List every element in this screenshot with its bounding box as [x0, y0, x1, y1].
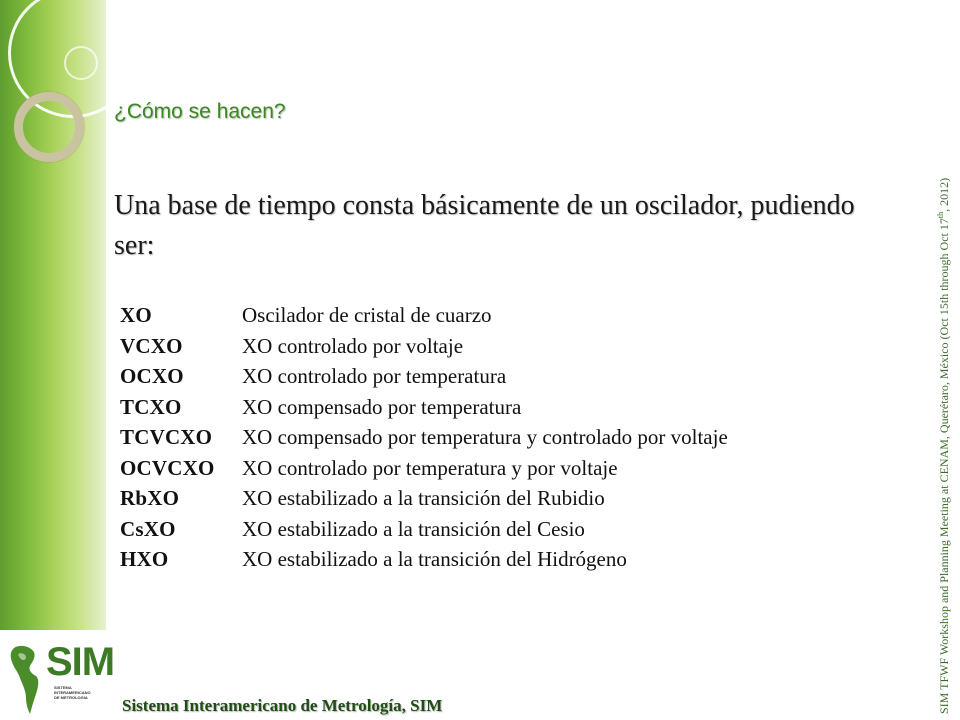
caption-text: SIM TFWF Workshop and Planning Meeting at CENAM, Querétaro, México (Oct 15th through Oct 17 — [937, 218, 951, 714]
sidebar-gradient — [0, 0, 106, 630]
oscillator-description: XO compensado por temperatura — [242, 394, 522, 419]
slide-intro-text: Una base de tiempo consta básicamente de un oscilador, pudiendo ser: — [114, 190, 855, 261]
slide-footer: Sistema Interamericano de Metrología, SIM — [122, 696, 443, 715]
oscillator-description: Oscilador de cristal de cuarzo — [242, 303, 492, 327]
oscillator-code: RbXO — [120, 486, 180, 510]
oscillator-description: XO compensado por temperatura y controlado por voltaje — [242, 425, 728, 449]
sim-logo-subtitle — [54, 685, 104, 700]
oscillator-code: TCXO — [120, 394, 182, 419]
oscillator-description: XO controlado por temperatura y por voltaje — [242, 455, 618, 480]
sim-logo-text: SIM — [46, 640, 115, 684]
slide-heading: ¿Cómo se hacen? — [114, 100, 286, 123]
oscillator-code: OCXO — [120, 364, 184, 388]
oscillator-description: XO estabilizado a la transición del Cesio — [242, 516, 585, 541]
sim-subtitle-line: INTERAMERICANO — [54, 690, 91, 695]
decorative-circle-small — [64, 46, 98, 80]
sim-subtitle-line: SISTEMA — [54, 685, 72, 690]
decorative-ring — [14, 92, 84, 162]
oscillator-code: VCXO — [120, 333, 183, 358]
oscillator-code: OCVCXO — [120, 455, 215, 480]
oscillator-code: HXO — [120, 547, 169, 571]
caption-text-end: , 2012) — [937, 177, 951, 212]
vertical-event-caption — [936, 8, 952, 714]
oscillator-code: XO — [120, 303, 152, 327]
oscillator-description: XO estabilizado a la transición del Hidrógeno — [242, 547, 627, 571]
oscillator-description: XO controlado por voltaje — [242, 333, 464, 358]
oscillator-code: CsXO — [120, 516, 176, 541]
sim-subtitle-line: DE METROLOGIA — [54, 695, 88, 700]
oscillator-description: XO controlado por temperatura — [242, 364, 507, 388]
oscillator-code: TCVCXO — [120, 425, 213, 449]
caption-superscript: th — [936, 211, 945, 219]
oscillator-description: XO estabilizado a la transición del Rubidio — [242, 486, 605, 510]
